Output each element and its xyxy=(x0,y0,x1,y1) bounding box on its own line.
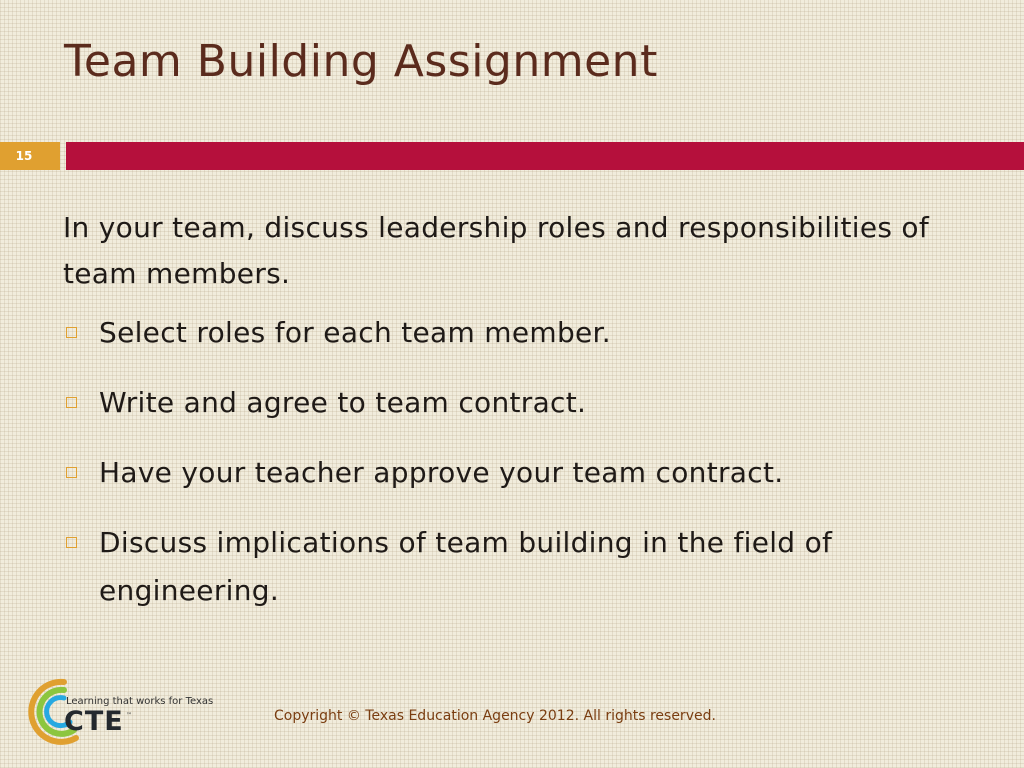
hollow-square-icon xyxy=(66,397,77,408)
hollow-square-icon xyxy=(66,537,77,548)
bullet-text: Write and agree to team contract. xyxy=(99,386,587,419)
hollow-square-icon xyxy=(66,467,77,478)
title-accent-bar xyxy=(66,142,1024,170)
bullet-text: Select roles for each team member. xyxy=(99,316,611,349)
bullet-list xyxy=(63,309,983,615)
logo-trademark: ™ xyxy=(126,712,132,719)
bullet-item xyxy=(63,309,983,357)
slide-content xyxy=(63,205,983,637)
hollow-square-icon xyxy=(66,327,77,338)
bullet-item xyxy=(63,379,983,427)
logo-wordmark: CTE xyxy=(64,706,124,737)
bullet-text: Have your teacher approve your team contract. xyxy=(99,456,784,489)
bullet-text: Discuss implications of team building in the field of engineering. xyxy=(99,526,833,607)
logo-tagline: Learning that works for Texas xyxy=(66,696,214,707)
copyright-text: Copyright © Texas Education Agency 2012. All rights reserved. xyxy=(274,708,716,724)
bullet-item xyxy=(63,449,983,497)
intro-text: In your team, discuss leadership roles and responsibilities of team members. xyxy=(63,211,930,290)
slide-number-badge: 15 xyxy=(0,142,60,170)
slide-title: Team Building Assignment xyxy=(64,36,658,87)
cte-logo xyxy=(24,672,224,750)
bullet-item xyxy=(63,519,983,615)
